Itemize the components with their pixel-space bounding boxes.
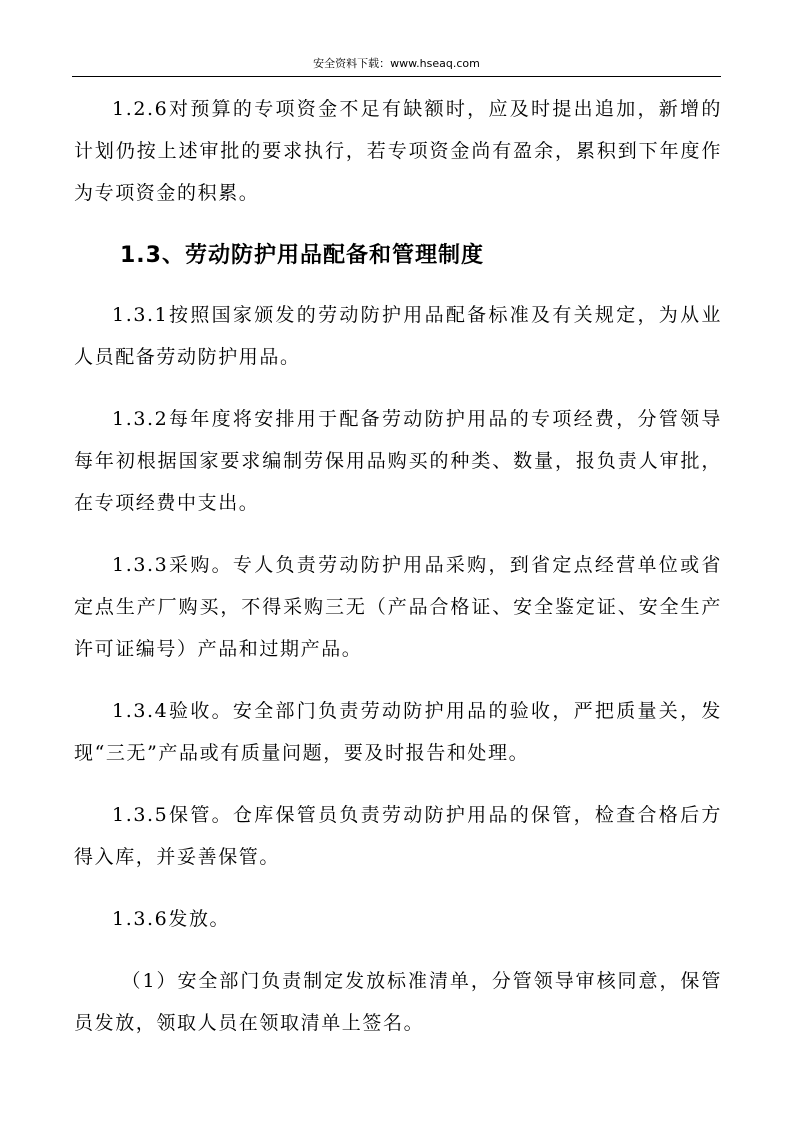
- header-text: 安全资料下载：www.hseaq.com: [313, 57, 480, 70]
- paragraph-1-3-3: 1.3.3采购。专人负责劳动防护用品采购，到省定点经营单位或省定点生产厂购买，不得采购三无（产品合格证、安全鉴定证、安全生产许可证编号）产品和过期产品。: [74, 554, 722, 660]
- page-header: [72, 56, 721, 77]
- paragraph-1-3-1: 1.3.1按照国家颁发的劳动防护用品配备标准及有关规定，为从业人员配备劳动防护用品。: [74, 304, 722, 368]
- paragraph-1-3-6-item-1: （1）安全部门负责制定发放标准清单，分管领导审核同意，保管员发放，领取人员在领取清单上签名。: [74, 970, 722, 1034]
- paragraph-1-3-5: 1.3.5保管。仓库保管员负责劳动防护用品的保管，检查合格后方得入库，并妥善保管。: [74, 804, 722, 868]
- paragraph-1-3-4: 1.3.4验收。安全部门负责劳动防护用品的验收，严把质量关，发现“三无”产品或有质量问题，要及时报告和处理。: [74, 700, 722, 764]
- paragraph-1-3-6: 1.3.6发放。: [112, 908, 231, 930]
- section-heading-1-3: 1.3、劳动防护用品配备和管理制度: [120, 243, 484, 268]
- document-body: [74, 88, 722, 1044]
- paragraph-1-2-6: 1.2.6对预算的专项资金不足有缺额时，应及时提出追加，新增的计划仍按上述审批的要求执行，若专项资金尚有盈余，累积到下年度作为专项资金的积累。: [74, 98, 722, 204]
- paragraph-1-3-2: 1.3.2每年度将安排用于配备劳动防护用品的专项经费，分管领导每年初根据国家要求编制劳保用品购买的种类、数量，报负责人审批，在专项经费中支出。: [74, 408, 722, 514]
